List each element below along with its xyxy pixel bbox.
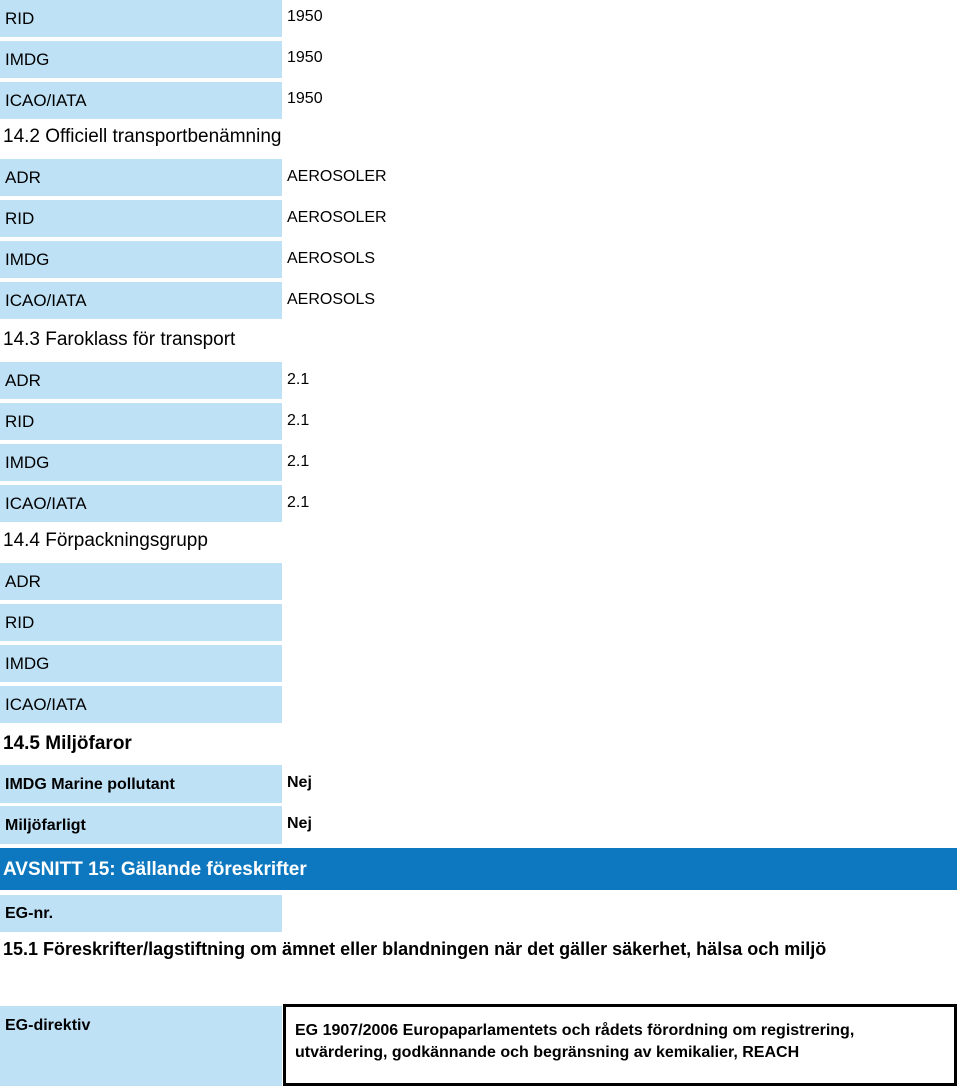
s14-2-label-rid: RID [0,200,282,237]
s14-2-value-icao: AEROSOLS [287,291,376,308]
un-value-icao: 1950 [287,90,323,107]
s14-2-value-imdg: AEROSOLS [287,250,376,267]
s14-3-value-adr: 2.1 [287,371,310,388]
s14-5-label-marine: IMDG Marine pollutant [0,765,282,803]
s14-3-value-rid: 2.1 [287,412,310,429]
s14-5-label-miljo: Miljöfarligt [0,806,282,844]
directive-line-1: EG 1907/2006 Europaparlamentets och rådets förordning om registrering, [295,1022,855,1039]
heading-14-3: 14.3 Faroklass för transport [3,329,236,350]
directive-box [283,1004,957,1086]
eg-nr-label: EG-nr. [0,895,282,932]
s14-4-label-icao: ICAO/IATA [0,686,282,723]
directive-line-2: utvärdering, godkännande och begränsning av kemikalier, REACH [295,1044,800,1061]
s14-2-label-icao: ICAO/IATA [0,282,282,319]
s14-2-value-rid: AEROSOLER [287,209,387,226]
s14-5-value-marine: Nej [287,774,312,791]
un-label-rid: RID [0,0,282,37]
un-value-imdg: 1950 [287,49,323,66]
un-label-imdg: IMDG [0,41,282,78]
un-value-rid: 1950 [287,8,323,25]
heading-15-1: 15.1 Föreskrifter/lagstiftning om ämnet eller blandningen när det gäller säkerhet, hälsa och miljö [3,939,827,959]
heading-14-2: 14.2 Officiell transportbenämning [3,126,282,147]
s14-4-label-rid: RID [0,604,282,641]
s14-3-label-icao: ICAO/IATA [0,485,282,522]
s14-2-value-adr: AEROSOLER [287,168,387,185]
s14-3-label-rid: RID [0,403,282,440]
eg-direktiv-label: EG-direktiv [0,1006,282,1086]
s14-3-label-adr: ADR [0,362,282,399]
heading-14-4: 14.4 Förpackningsgrupp [3,530,208,551]
un-label-icao: ICAO/IATA [0,82,282,119]
s14-2-label-adr: ADR [0,159,282,196]
s14-5-value-miljo: Nej [287,815,312,832]
s14-3-value-imdg: 2.1 [287,453,310,470]
s14-3-label-imdg: IMDG [0,444,282,481]
s14-2-label-imdg: IMDG [0,241,282,278]
s14-4-label-adr: ADR [0,563,282,600]
heading-14-5: 14.5 Miljöfaror [3,733,132,754]
s14-4-label-imdg: IMDG [0,645,282,682]
section-15-header: AVSNITT 15: Gällande föreskrifter [0,848,957,890]
s14-3-value-icao: 2.1 [287,494,310,511]
